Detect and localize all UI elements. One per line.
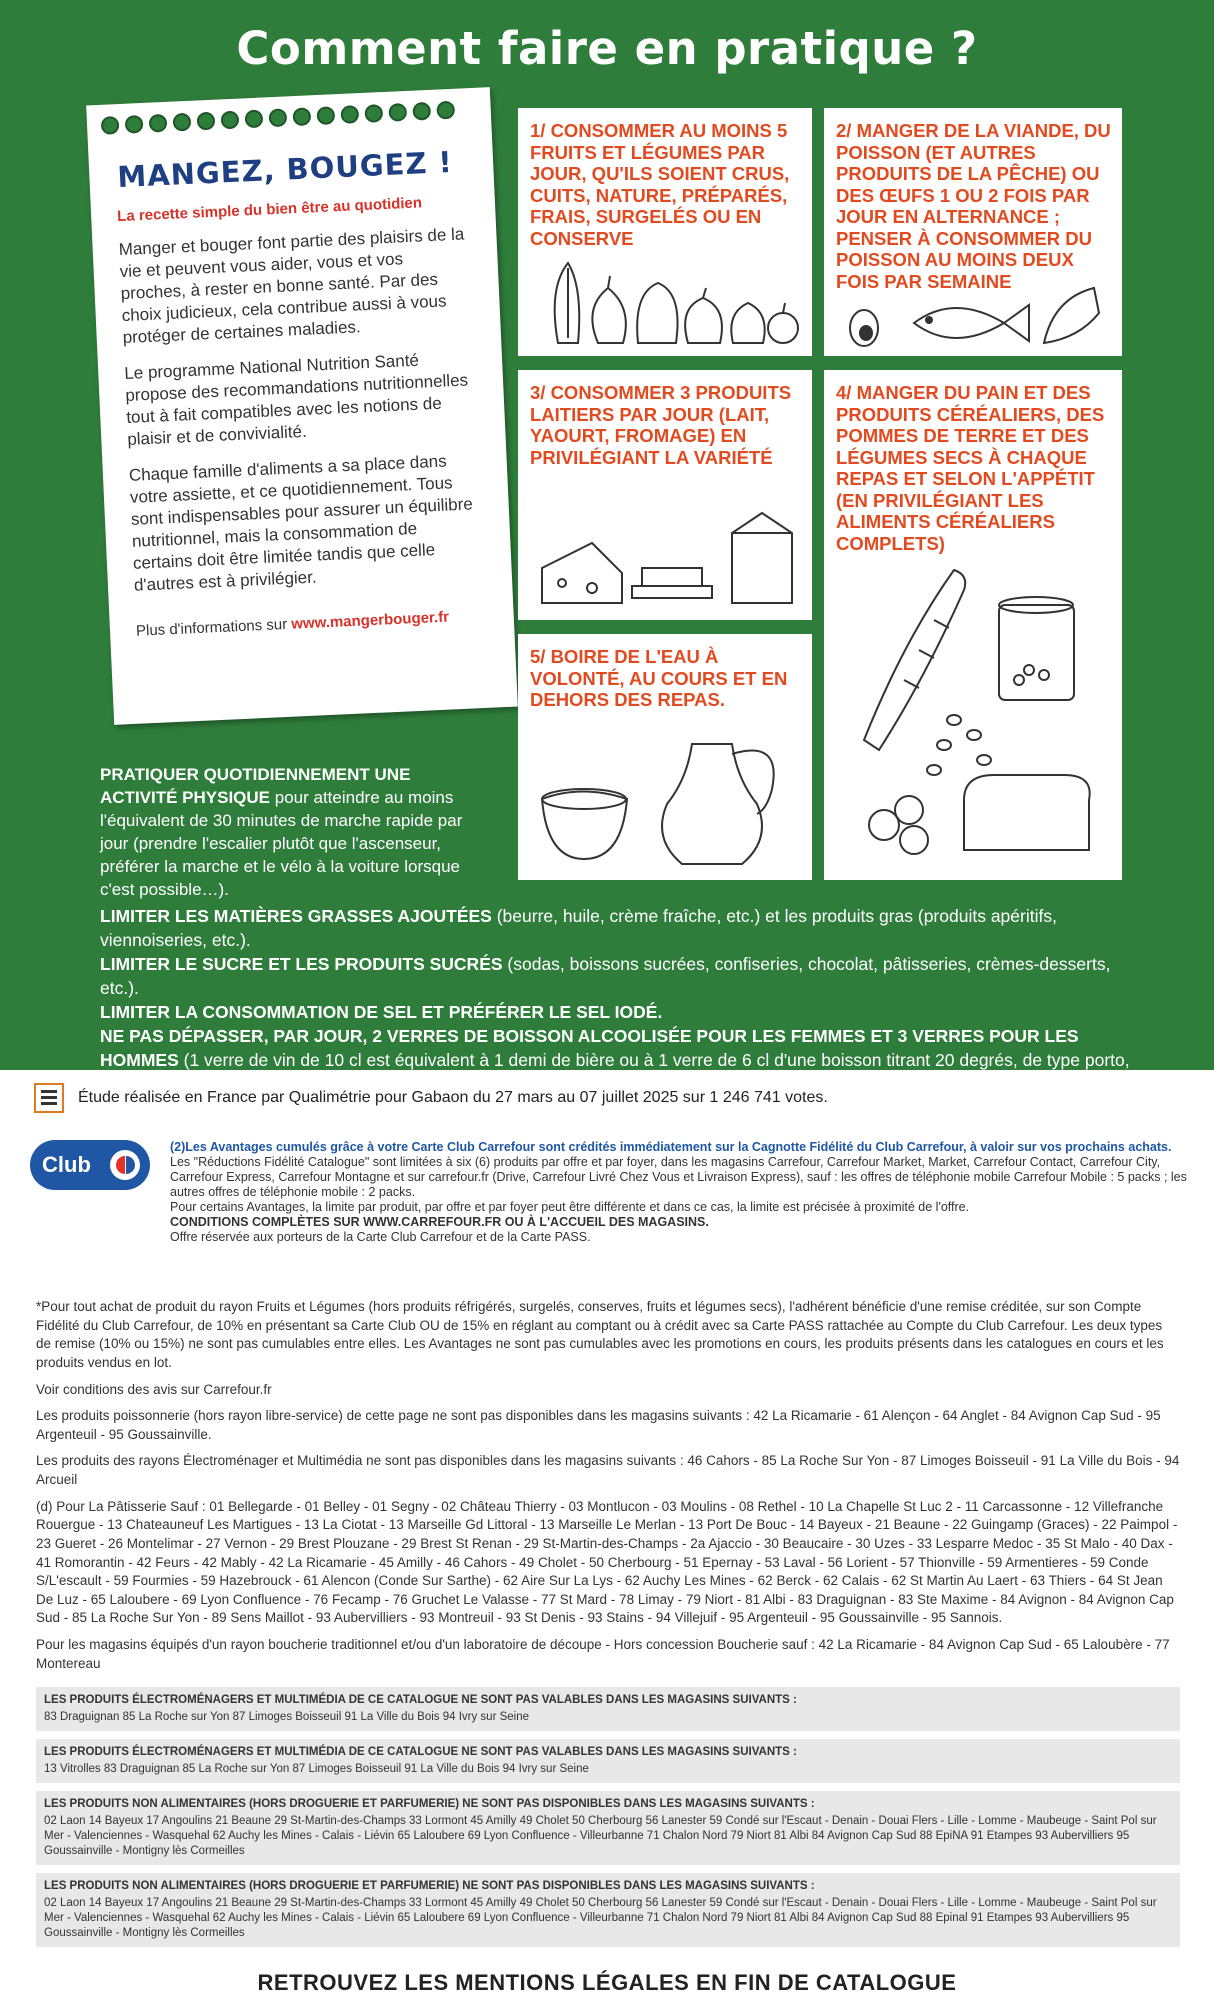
box-1-text: 1/ CONSOMMER AU MOINS 5 FRUITS ET LÉGUMES PAR JOUR, QU'ILS SOIENT CRUS, CUITS, NATURE, PRÉPARÉS, FRAIS, SURGELÉS OU EN CONSERVE: [530, 120, 790, 249]
legal-p1: *Pour tout achat de produit du rayon Fruits et Légumes (hors produits réfrigérés, surgelés, conserves, fruits et légumes secs), l'adhérent bénéficie d'une remise créditée, sur son Compte Fidélité du Club Carrefour, de 10% en présentant sa Carte Club OU de 15% en réglant au comptant ou à crédit avec sa Carte PASS rattachée au Compte du Club Carrefour. Les deux types de remise (10% ou 15%) ne sont pas cumulables entre elles. Les Avantages ne sont pas cumulables avec les promotions en cours, les produits présents dans les catalogues en cours et les produits vendus en lot.: [36, 1299, 1164, 1370]
award-badge-icon: [34, 1083, 64, 1113]
exclusion-box-3: LES PRODUITS NON ALIMENTAIRES (HORS DROGUERIE ET PARFUMERIE) NE SONT PAS DISPONIBLES DANS LES MAGASINS SUIVANTS : 02 Laon 14 Bayeux 17 Angoulins 21 Beaune 29 St-Martin-des-Champs 33 Lormont 45 Amilly 49 Cholet 50 Cherbourg 56 Lanester 59 Condé sur l'Escaut - Denain - Douai Flers - Lille - Lomme - Maubeuge - Saint Pol sur Mer - Valenciennes - Wasquehal 62 Auchy les Mines - Calais - Liévin 65 Laloubere 69 Lyon Confluence - Villeurbanne 71 Chalon Nord 79 Niort 81 Albi 84 Avignon Cap Sud 88 EpiNA 91 Etampes 93 Aubervilliers 95 Goussainville - Montigny lès Cormeilles: [36, 1791, 1180, 1865]
note-more-info: [136, 607, 484, 640]
note-title: MANGEZ, BOUGEZ !: [116, 144, 454, 195]
study-notice: [34, 1082, 1194, 1114]
limit-salt: LIMITER LA CONSOMMATION DE SEL ET PRÉFÉRER LE SEL IODÉ.: [100, 1002, 663, 1022]
bread-illustration: [844, 560, 1106, 860]
limits-list: [100, 904, 1130, 1096]
box-bread-cereals: [824, 370, 1122, 880]
note-subtitle: La recette simple du bien être au quotidien: [116, 194, 423, 226]
box-5-text: 5/ BOIRE DE L'EAU À VOLONTÉ, AU COURS ET EN DEHORS DES REPAS.: [530, 646, 788, 710]
club-text: [170, 1140, 1190, 1245]
legal-p4: Les produits des rayons Électroménager et Multimédia ne sont pas disponibles dans les magasins suivants : 46 Cahors - 85 La Roche Sur Yon - 87 Limoges Boisseuil - 91 La Ville du Bois - 94 Arcueil: [36, 1453, 1180, 1487]
fish-illustration: [844, 283, 1106, 351]
box-fruits-vegetables: [518, 108, 812, 356]
notepad-card: [86, 87, 518, 725]
carrefour-logo-icon: [110, 1150, 140, 1180]
box-3-text: 3/ CONSOMMER 3 PRODUITS LAITIERS PAR JOUR (LAIT, YAOURT, FROMAGE) EN PRIVILÉGIANT LA VARIÉTÉ: [530, 382, 792, 468]
club-line-1: (2)Les Avantages cumulés grâce à votre Carte Club Carrefour sont crédités immédiatement sur la Cagnotte Fidélité du Club Carrefour, à valoir sur vos prochains achats.: [170, 1140, 1172, 1154]
spiral-rings: [101, 101, 455, 135]
club-line-2: Les "Réductions Fidélité Catalogue" sont limitées à six (6) produits par offre et par foyer, dans les magasins Carrefour, Carrefour Market, Market, Carrefour Contact, Carrefour City, Carrefour Express, Carrefour Montagne et sur carrefour.fr (Drive, Carrefour Livré Chez Vous et Livraison Express), sauf : les offres de téléphonie mobile Carrefour Mobile : 5 packs ; les autres offres de téléphonie mobile : 2 packs.: [170, 1155, 1187, 1199]
legal-p3: Les produits poissonnerie (hors rayon libre-service) de cette page ne sont pas disponibles dans les magasins suivants : 42 La Ricamarie - 61 Alençon - 64 Anglet - 84 Avignon Cap Sud - 95 Argenteuil - 95 Goussainville.: [36, 1408, 1161, 1442]
note-paragraph-3: Chaque famille d'aliments a sa place dans votre assiette, et ce quotidiennement. Tous sont indispensables pour assurer un équilibre nutritionnel, mais la consommation de certains doit être limitée tandis que celle d'autres est à privilégier.: [128, 451, 474, 595]
dairy-illustration: [532, 498, 802, 613]
box-4-text: 4/ MANGER DU PAIN ET DES PRODUITS CÉRÉALIERS, DES POMMES DE TERRE ET DES LÉGUMES SECS À CHAQUE REPAS ET SELON L'APPÉTIT (EN PRIVILÉGIANT LES ALIMENTS CÉRÉALIERS COMPLETS): [836, 382, 1105, 554]
activity-bold: PRATIQUER QUOTIDIENNEMENT UNE ACTIVITÉ PHYSIQUE: [100, 765, 411, 807]
box-meat-fish-eggs: [824, 108, 1122, 356]
box-2-text: 2/ MANGER DE LA VIANDE, DU POISSON (ET AUTRES PRODUITS DE LA PÊCHE) OU DES ŒUFS 1 OU 2 FOIS PAR JOUR EN ALTERNANCE ; PENSER À CONSOMMER DU POISSON AU MOINS DEUX FOIS PAR SEMAINE: [836, 120, 1111, 292]
club-line-3: Pour certains Avantages, la limite par produit, par offre et par foyer peut être différente et dans ce cas, la limite est précisée à proximité de l'offre.: [170, 1200, 970, 1214]
water-illustration: [532, 729, 802, 874]
legal-text: [36, 1298, 1180, 1681]
exclusion-box-2: LES PRODUITS ÉLECTROMÉNAGERS ET MULTIMÉDIA DE CE CATALOGUE NE SONT PAS VALABLES DANS LES MAGASINS SUIVANTS : 13 Vitrolles 83 Draguignan 85 La Roche sur Yon 87 Limoges Boisseuil 91 La Ville du Bois 94 Ivry sur Seine: [36, 1739, 1180, 1783]
legal-p2: Voir conditions des avis sur Carrefour.fr: [36, 1381, 272, 1397]
note-paragraph-2: Le programme National Nutrition Santé propose des recommandations nutritionnelles tout à fait compatibles avec les notions de plaisir et de convivialité.: [123, 350, 469, 449]
club-carrefour-logo: Club: [30, 1140, 150, 1190]
legal-p6: Pour les magasins équipés d'un rayon boucherie traditionnel et/ou d'un laboratoire de découpe - Hors concession Boucherie sauf : 42 La Ricamarie - 84 Avignon Cap Sud - 65 Laloubère - 77 Montereau: [36, 1637, 1170, 1671]
page-title: Comment faire en pratique ?: [236, 22, 978, 75]
legal-p5: (d) Pour La Pâtisserie Sauf : 01 Bellegarde - 01 Belley - 01 Segny - 02 Château Thierry - 03 Montlucon - 03 Moulins - 08 Rethel - 10 La Chapelle St Luc 2 - 11 Carcassonne - 12 Villefranche Rouergue - 13 Chateauneuf Les Martigues - 13 La Ciotat - 13 Marseille Gd Littoral - 13 Marseille Le Merlan - 13 Port De Bouc - 14 Bayeux - 21 Beaune - 22 Guingamp (Graces) - 22 Paimpol - 23 Gueret - 26 Montelimar - 27 Vernon - 29 Brest Plouzane - 29 Brest St Renan - 29 St-Martin-des-Champs - 2a Ajaccio - 30 Beaucaire - 30 Uzes - 33 Lesparre Medoc - 35 St Malo - 40 Dax - 41 Romorantin - 42 Feurs - 42 Mably - 42 La Ricamarie - 45 Amilly - 46 Cahors - 49 Cholet - 50 Cherbourg - 51 Epernay - 53 Laval - 56 Lorient - 57 Thionville - 59 Armentieres - 59 Conde S/L'escault - 59 Fourmies - 59 Hazebrouck - 61 Alencon (Conde Sur Sarthe) - 62 Aire Sur La Lys - 62 Auchy Les Mines - 62 Berck - 62 Calais - 62 St Martin Au Laert - 63 Thiers - 64 St Jean De Luz - 65 Laloubere - 69 Lyon Confluence - 76 Fecamp - 76 Gruchet Le Valasse - 77 St Mard - 78 Limay - 79 Niort - 81 Albi - 83 Draguignan - 83 Ste Maxime - 84 Avignon - 84 Avignon Cap Sud - 85 La Roche Sur Yon - 89 Sens Maillot - 93 Aubervilliers - 93 Montreuil - 93 St Denis - 93 Stains - 94 Villejuif - 95 Argenteuil - 95 Goussainville - 95 Sannois.: [36, 1498, 1178, 1626]
note-paragraph-1: Manger et bouger font partie des plaisirs de la vie et peuvent vous aider, vous et vos proches, à rester en bonne santé. Par des choix judicieux, cela contribue aussi à vous protéger de certaines maladies.: [118, 224, 465, 348]
footer-legal-notice: RETROUVEZ LES MENTIONS LÉGALES EN FIN DE CATALOGUE: [257, 1970, 957, 1995]
vegetables-illustration: [538, 248, 800, 348]
box-dairy: [518, 370, 812, 620]
limit-sugar: LIMITER LE SUCRE ET LES PRODUITS SUCRÉS (sodas, boissons sucrées, confiseries, chocolat, pâtisseries, crèmes-desserts, etc.).: [100, 954, 1111, 998]
exclusion-box-4: LES PRODUITS NON ALIMENTAIRES (HORS DROGUERIE ET PARFUMERIE) NE SONT PAS DISPONIBLES DANS LES MAGASINS SUIVANTS : 02 Laon 14 Bayeux 17 Angoulins 21 Beaune 29 St-Martin-des-Champs 33 Lormont 45 Amilly 49 Cholet 50 Cherbourg 56 Lanester 59 Condé sur l'Escaut - Denain - Douai Flers - Lille - Lomme - Maubeuge - Saint Pol sur Mer - Valenciennes - Wasquehal 62 Auchy les Mines - Calais - Liévin 65 Laloubere 69 Lyon Confluence - Villeurbanne 71 Chalon Nord 79 Niort 81 Albi 84 Avignon Cap Sud 88 Epinal 91 Etampes 93 Aubervilliers 95 Goussainville - Montigny lès Cormeilles: [36, 1873, 1180, 1947]
mangerbouger-link[interactable]: www.mangerbouger.fr: [290, 608, 450, 633]
limit-alcohol: NE PAS DÉPASSER, PAR JOUR, 2 VERRES DE BOISSON ALCOOLISÉE POUR LES FEMMES ET 3 VERRES POUR LES HOMMES (1 verre de vin de 10 cl est équivalent à 1 demi de bière ou à 1 verre de 6 cl d'une boisson titrant 20 degrés, de type porto, ou de 3 cl d'une boisson titrant 40 à 45 degrés d'alcool, de type whisky ou pastis).: [100, 1026, 1130, 1094]
club-line-5: Offre réservée aux porteurs de la Carte Club Carrefour et de la Carte PASS.: [170, 1230, 591, 1244]
study-text: Étude réalisée en France par Qualimétrie pour Gabaon du 27 mars au 07 juillet 2025 sur 1 246 741 votes.: [78, 1089, 828, 1106]
box-water: [518, 634, 812, 880]
activity-rest: pour atteindre au moins l'équivalent de 30 minutes de marche rapide par jour (prendre l'escalier plutôt que l'ascenseur, préférer la marche et le vélo à la voiture lorsque c'est possible…).: [100, 788, 463, 899]
exclusion-box-1: LES PRODUITS ÉLECTROMÉNAGERS ET MULTIMÉDIA DE CE CATALOGUE NE SONT PAS VALABLES DANS LES MAGASINS SUIVANTS : 83 Draguignan 85 La Roche sur Yon 87 Limoges Boisseuil 91 La Ville du Bois 94 Ivry sur Seine: [36, 1687, 1180, 1731]
note-more-prefix: Plus d'informations sur: [135, 615, 288, 640]
club-conditions: CONDITIONS COMPLÈTES SUR WWW.CARREFOUR.FR OU À L'ACCUEIL DES MAGASINS.: [170, 1215, 709, 1229]
physical-activity-text: [100, 763, 480, 901]
limit-fat: LIMITER LES MATIÈRES GRASSES AJOUTÉES (beurre, huile, crème fraîche, etc.) et les produits gras (produits apéritifs, viennoiseries, etc.).: [100, 906, 1057, 950]
club-carrefour-section: [30, 1140, 1190, 1245]
